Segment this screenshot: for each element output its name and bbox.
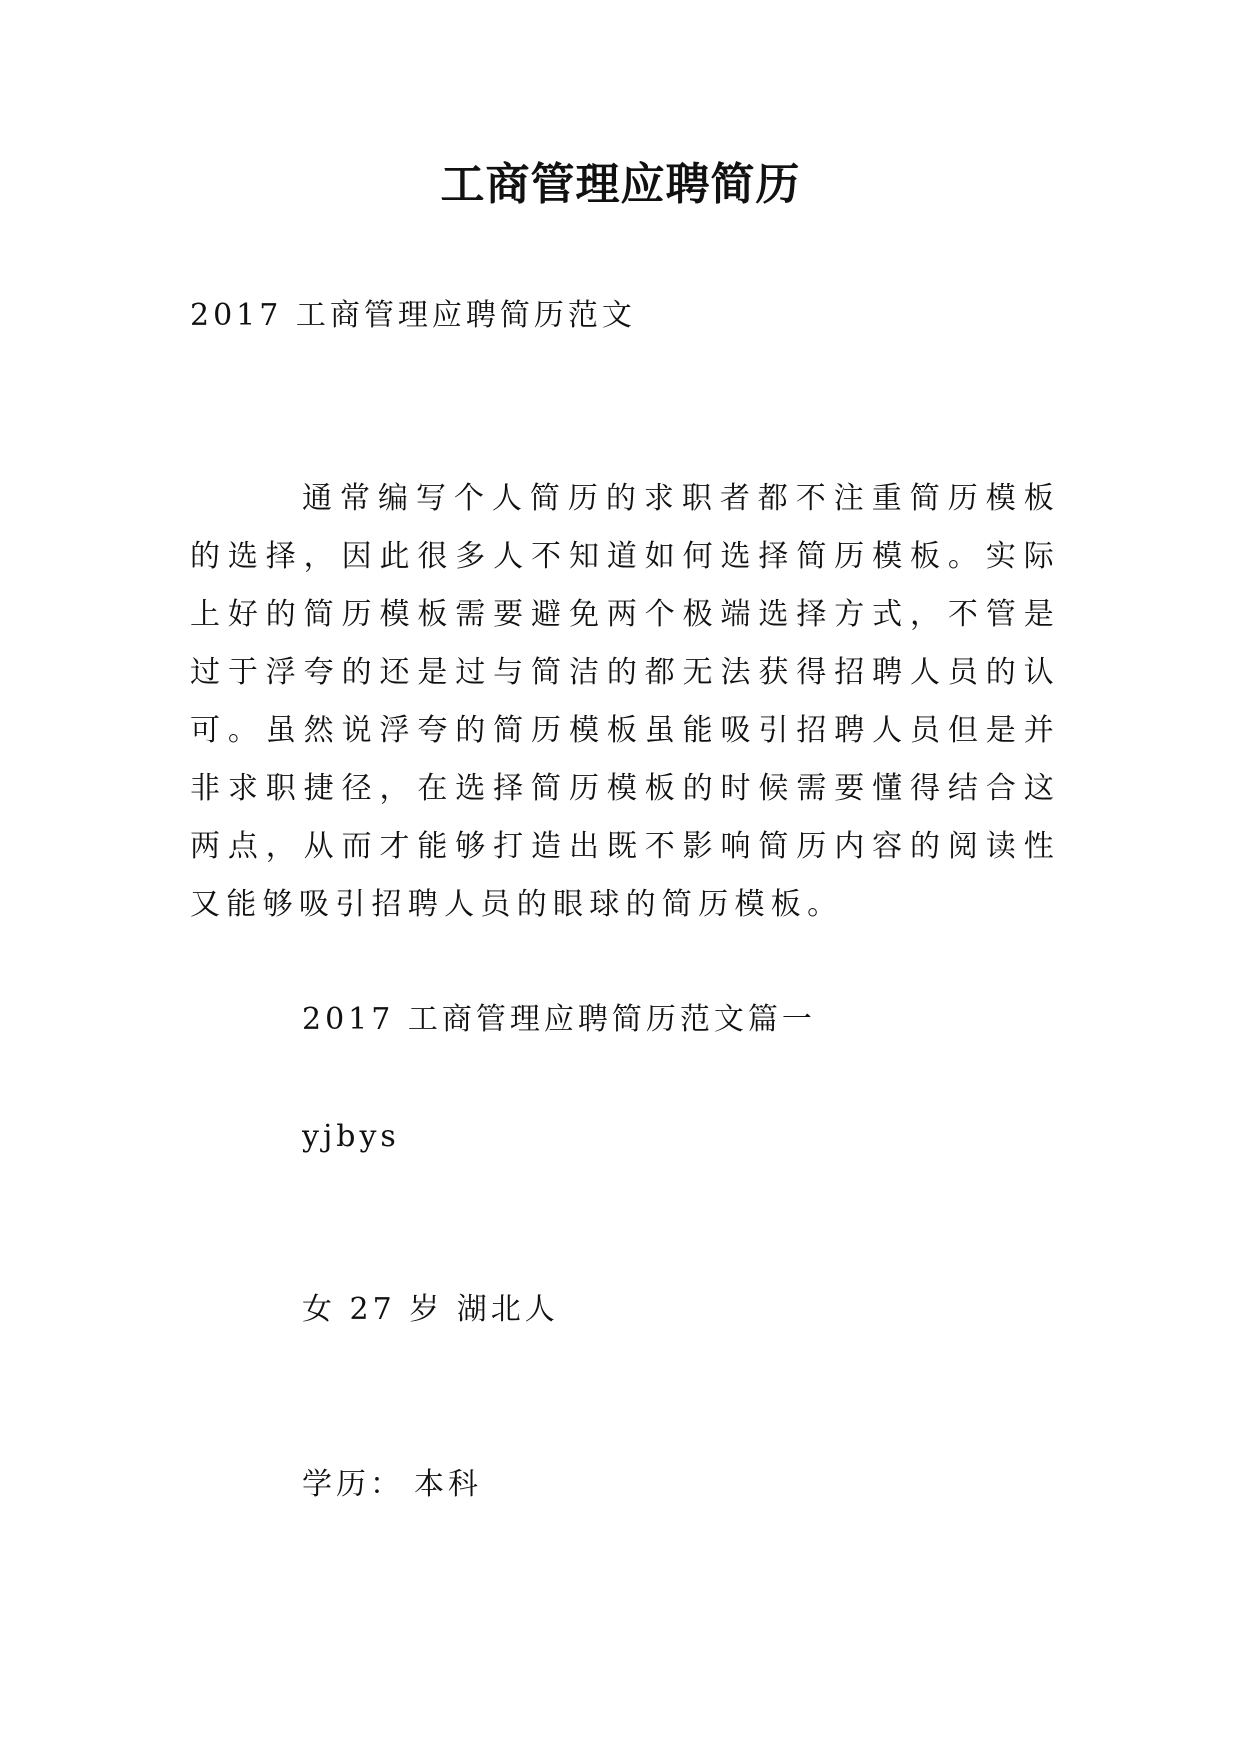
candidate-name: yjbys — [302, 1119, 400, 1154]
document-title: 工商管理应聘简历 — [440, 159, 801, 210]
candidate-basic-info: 女 27 岁 湖北人 — [302, 1292, 559, 1327]
intro-paragraph: 通常编写个人简历的求职者都不注重简历模板的选择，因此很多人不知道如何选择简历模板。实际上好的简历模板需要避免两个极端选择方式，不管是过于浮夸的还是过与简洁的都无法获得招聘人员的认可。虽然说浮夸的简历模板虽能吸引招聘人员但是并非求职捷径，在选择简历模板的时候需要懂得结合这两点，从而才能够打造出既不影响简历内容的阅读性又能够吸引招聘人员的眼球的简历模板。 — [190, 481, 1060, 922]
education-label: 学历： — [302, 1467, 404, 1502]
education-value: 本科 — [414, 1467, 482, 1502]
document-subtitle: 2017 工商管理应聘简历范文 — [190, 298, 636, 333]
section-heading: 2017 工商管理应聘简历范文篇一 — [302, 1002, 816, 1037]
education-line — [302, 1465, 482, 1505]
